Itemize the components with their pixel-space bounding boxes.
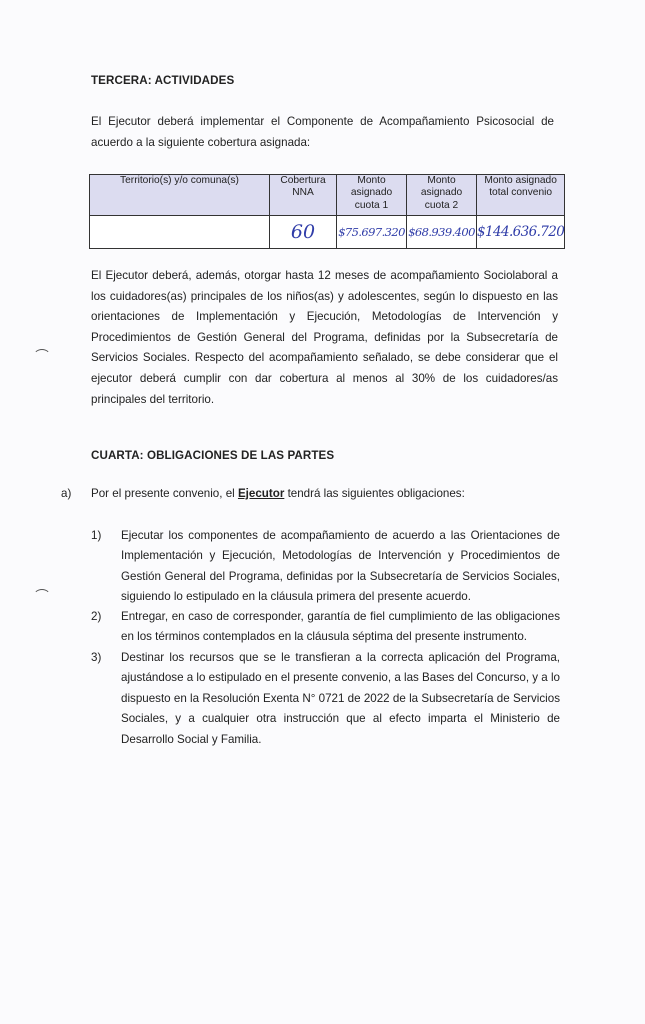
item-a-text [91,487,465,500]
header-total: Monto asignado total convenio [477,175,565,216]
obligation-number: 3) [91,651,102,664]
header-cuota-2: Monto asignado cuota 2 [407,175,477,216]
coverage-table [89,174,565,249]
handwritten-cuota-1: $75.697.320 [338,225,405,239]
header-cobertura: Cobertura NNA [270,175,337,216]
obligation-text: Ejecutar los componentes de acompañamiento de acuerdo a las Orientaciones de Implementación y Ejecución, Metodologías de Intervención y Procedimientos de Gestión General del Programa, definidas por la Subsecretaría de Servicios Sociales, siguiendo lo estipulado en la cláusula primera del presente acuerdo. [121,529,560,604]
handwritten-cobertura: 60 [290,221,316,243]
cell-cuota-2-wrap [407,216,477,249]
handwritten-cuota-2: $68.939.400 [408,225,475,239]
section-intro-paragraph: El Ejecutor deberá implementar el Componente de Acompañamiento Psicosocial de acuerdo a la siguiente cobertura asignada: [91,115,554,149]
item-a-text-post: tendrá las siguientes obligaciones: [284,487,465,500]
handwritten-total: $144.636.720 [477,224,565,240]
header-territorio: Territorio(s) y/o comuna(s) [90,175,270,216]
item-a-ejecutor: Ejecutor [237,487,285,500]
cell-territorio [90,216,270,249]
cell-total-wrap [477,216,565,249]
section-heading-cuarta: CUARTA: OBLIGACIONES DE LAS PARTES [91,449,335,462]
section-heading-tercera: TERCERA: ACTIVIDADES [91,74,235,87]
coverage-table-value-row [90,216,565,249]
item-a-marker: a) [61,487,72,500]
obligation-number: 1) [91,529,102,542]
scan-artifact-mark [33,589,51,605]
coverage-table-header-row [90,175,565,216]
cell-cuota-1-wrap [337,216,407,249]
sociolaboral-paragraph: El Ejecutor deberá, además, otorgar hasta 12 meses de acompañamiento Sociolaboral a los cuidadores(as) principales de los niños(as) y adolescentes, según lo dispuesto en las orientaciones de Implementación y Ejecución, Metodologías de Intervención y Procedimientos de Gestión General del Programa, definidas por la Subsecretaría de Servicios Sociales. Respecto del acompañamiento señalado, se debe considerar que el ejecutor deberá cumplir con dar cobertura al menos al 30% de los cuidadores/as principales del territorio. [91,269,558,406]
obligation-text: Entregar, en caso de corresponder, garantía de fiel cumplimiento de las obligaciones en los términos contemplados en la cláusula séptima del presente instrumento. [121,610,560,644]
obligation-number: 2) [91,610,102,623]
obligation-text: Destinar los recursos que se le transfieran a la correcta aplicación del Programa, ajustándose a lo estipulado en el presente convenio, a las Bases del Concurso, y a lo dispuesto en la Resolución Exenta N° 0721 de 2022 de la Subsecretaría de Servicios Sociales, y a cualquier otra instrucción que al efecto imparta el Ministerio de Desarrollo Social y Familia. [121,651,560,746]
item-a-text-pre: Por el presente convenio, el [91,487,238,500]
scan-artifact-mark [33,349,51,365]
header-cuota-1: Monto asignado cuota 1 [337,175,407,216]
cell-cobertura-wrap [270,216,337,249]
